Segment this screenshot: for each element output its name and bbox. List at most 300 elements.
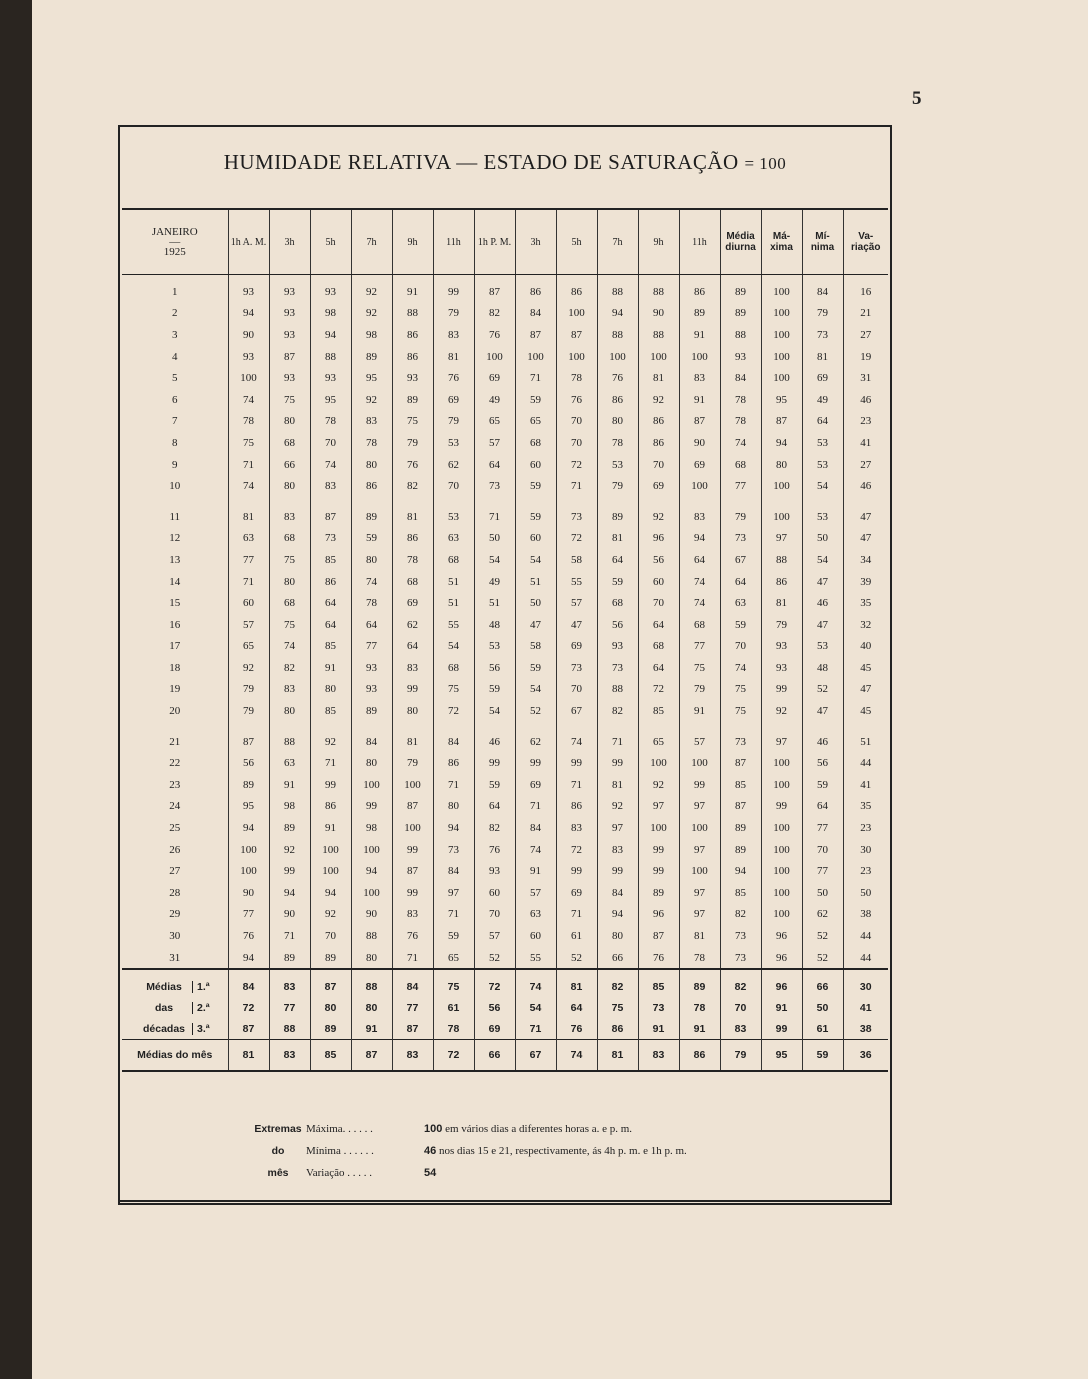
value-cell: 79 (679, 679, 720, 701)
value-cell: 54 (802, 549, 843, 571)
day-cell: 6 (172, 393, 178, 406)
value-cell: 93 (310, 275, 351, 303)
value-cell: 65 (228, 636, 269, 658)
value-cell: 69 (515, 774, 556, 796)
value-cell: 16 (843, 275, 888, 303)
value-cell: 52 (474, 947, 515, 970)
value-cell: 94 (310, 324, 351, 346)
value-cell: 19 (843, 346, 888, 368)
value-cell: 94 (761, 432, 802, 454)
value-cell: 59 (351, 528, 392, 550)
value-cell: 88 (351, 925, 392, 947)
value-cell: 63 (515, 904, 556, 926)
value-cell: 64 (351, 614, 392, 636)
extreme-row (250, 1140, 687, 1162)
bottom-rule (118, 1200, 892, 1202)
value-cell: 94 (679, 528, 720, 550)
value-cell: 73 (556, 506, 597, 528)
value-cell: 74 (310, 454, 351, 476)
value-cell: 50 (843, 882, 888, 904)
value-cell: 57 (515, 882, 556, 904)
value-cell: 70 (802, 839, 843, 861)
average-cell: 87 (228, 1018, 269, 1040)
value-cell: 81 (597, 774, 638, 796)
value-cell: 99 (556, 752, 597, 774)
average-cell: 83 (638, 1040, 679, 1072)
value-cell: 88 (720, 324, 761, 346)
value-cell: 100 (761, 475, 802, 497)
value-cell: 88 (392, 303, 433, 325)
value-cell: 88 (310, 346, 351, 368)
value-cell: 45 (843, 657, 888, 679)
value-cell: 86 (556, 275, 597, 303)
value-cell: 91 (269, 774, 310, 796)
month-dash: — (169, 236, 181, 248)
value-cell: 52 (802, 947, 843, 970)
decade-ordinal: 2.ª (192, 1002, 210, 1014)
value-cell: 51 (433, 592, 474, 614)
value-cell: 83 (679, 367, 720, 389)
value-cell: 47 (843, 506, 888, 528)
decade-ordinal: 3.ª (192, 1023, 210, 1035)
average-cell: 78 (679, 997, 720, 1018)
value-cell: 46 (843, 475, 888, 497)
value-cell: 89 (720, 275, 761, 303)
value-cell: 70 (310, 925, 351, 947)
value-cell: 30 (843, 839, 888, 861)
value-cell: 74 (515, 839, 556, 861)
value-cell: 70 (556, 679, 597, 701)
value-cell: 83 (556, 817, 597, 839)
value-cell: 94 (310, 882, 351, 904)
value-cell: 57 (474, 432, 515, 454)
value-cell: 100 (556, 346, 597, 368)
value-cell: 92 (761, 700, 802, 722)
value-cell: 80 (392, 700, 433, 722)
value-cell: 100 (761, 324, 802, 346)
average-cell: 59 (802, 1040, 843, 1072)
value-cell: 64 (679, 549, 720, 571)
value-cell: 99 (679, 774, 720, 796)
value-cell: 48 (474, 614, 515, 636)
hour-header: 11h (433, 209, 474, 275)
value-cell: 100 (556, 303, 597, 325)
average-cell: 91 (679, 1018, 720, 1040)
table-row (122, 592, 888, 614)
value-cell: 93 (392, 367, 433, 389)
value-cell: 76 (474, 324, 515, 346)
value-cell: 67 (720, 549, 761, 571)
day-cell: 2 (172, 307, 178, 320)
month-average-label: Médias do mês (122, 1040, 228, 1072)
value-cell: 81 (802, 346, 843, 368)
value-cell: 100 (392, 817, 433, 839)
hour-header: 9h (638, 209, 679, 275)
day-cell: 18 (169, 661, 181, 674)
extreme-note: em vários dias a diferentes horas a. e p. m. (445, 1123, 633, 1135)
value-cell: 79 (597, 475, 638, 497)
value-cell: 89 (351, 506, 392, 528)
value-cell: 69 (556, 636, 597, 658)
value-cell: 93 (269, 324, 310, 346)
value-cell: 85 (720, 882, 761, 904)
value-cell: 89 (310, 947, 351, 970)
average-cell: 83 (720, 1018, 761, 1040)
value-cell: 73 (556, 657, 597, 679)
value-cell: 60 (515, 454, 556, 476)
value-cell: 70 (556, 432, 597, 454)
table-row (122, 700, 888, 722)
value-cell: 81 (638, 367, 679, 389)
value-cell: 100 (761, 346, 802, 368)
value-cell: 68 (515, 432, 556, 454)
value-cell: 72 (638, 679, 679, 701)
value-cell: 83 (351, 411, 392, 433)
value-cell: 78 (392, 549, 433, 571)
value-cell: 57 (556, 592, 597, 614)
table-row (122, 389, 888, 411)
value-cell: 100 (761, 860, 802, 882)
value-cell: 89 (597, 506, 638, 528)
value-cell: 73 (433, 839, 474, 861)
extreme-label: do (271, 1145, 285, 1157)
page-number: 5 (912, 88, 922, 109)
value-cell: 56 (802, 752, 843, 774)
value-cell: 97 (679, 796, 720, 818)
value-cell: 98 (310, 303, 351, 325)
value-cell: 77 (802, 860, 843, 882)
value-cell: 99 (597, 860, 638, 882)
value-cell: 89 (228, 774, 269, 796)
value-cell: 54 (515, 549, 556, 571)
value-cell: 68 (269, 432, 310, 454)
average-cell: 69 (474, 1018, 515, 1040)
day-cell: 4 (172, 350, 178, 363)
average-cell: 96 (761, 969, 802, 997)
extreme-value: 54 (424, 1167, 437, 1179)
value-cell: 57 (474, 925, 515, 947)
value-cell: 94 (720, 860, 761, 882)
value-cell: 90 (638, 303, 679, 325)
value-cell: 59 (515, 475, 556, 497)
value-cell: 80 (351, 454, 392, 476)
value-cell: 100 (638, 817, 679, 839)
value-cell: 53 (433, 506, 474, 528)
value-cell: 54 (433, 636, 474, 658)
table-row (122, 614, 888, 636)
value-cell: 52 (802, 925, 843, 947)
value-cell: 69 (474, 367, 515, 389)
value-cell: 77 (679, 636, 720, 658)
average-cell: 71 (515, 1018, 556, 1040)
value-cell: 74 (269, 636, 310, 658)
value-cell: 87 (720, 752, 761, 774)
value-cell: 73 (802, 324, 843, 346)
value-cell: 88 (638, 324, 679, 346)
value-cell: 88 (761, 549, 802, 571)
average-cell: 61 (802, 1018, 843, 1040)
value-cell: 80 (351, 549, 392, 571)
value-cell: 77 (802, 817, 843, 839)
value-cell: 99 (556, 860, 597, 882)
value-cell: 100 (515, 346, 556, 368)
value-cell: 89 (679, 303, 720, 325)
extreme-row (250, 1162, 687, 1184)
day-cell: 28 (169, 886, 181, 899)
table-row (122, 303, 888, 325)
value-cell: 71 (392, 947, 433, 970)
value-cell: 91 (679, 324, 720, 346)
value-cell: 50 (474, 528, 515, 550)
value-cell: 54 (515, 679, 556, 701)
value-cell: 100 (679, 475, 720, 497)
value-cell: 86 (392, 324, 433, 346)
value-cell: 74 (679, 571, 720, 593)
average-cell: 56 (474, 997, 515, 1018)
value-cell: 76 (433, 367, 474, 389)
value-cell: 100 (392, 774, 433, 796)
value-cell: 56 (597, 614, 638, 636)
value-cell: 93 (597, 636, 638, 658)
value-cell: 86 (597, 389, 638, 411)
value-cell: 90 (351, 904, 392, 926)
value-cell: 64 (310, 592, 351, 614)
average-cell: 88 (269, 1018, 310, 1040)
value-cell: 63 (269, 752, 310, 774)
average-cell: 72 (228, 997, 269, 1018)
average-cell: 78 (433, 1018, 474, 1040)
value-cell: 100 (310, 860, 351, 882)
value-cell: 89 (269, 947, 310, 970)
value-cell: 87 (761, 411, 802, 433)
value-cell: 97 (433, 882, 474, 904)
hour-header: 9h (392, 209, 433, 275)
value-cell: 97 (597, 817, 638, 839)
value-cell: 74 (556, 731, 597, 753)
value-cell: 75 (433, 679, 474, 701)
value-cell: 79 (761, 614, 802, 636)
value-cell: 66 (597, 947, 638, 970)
value-cell: 96 (638, 528, 679, 550)
value-cell: 54 (802, 475, 843, 497)
decade-label-cell (122, 969, 228, 997)
value-cell: 92 (351, 303, 392, 325)
value-cell: 58 (556, 549, 597, 571)
value-cell: 93 (228, 346, 269, 368)
value-cell: 92 (597, 796, 638, 818)
value-cell: 90 (228, 882, 269, 904)
value-cell: 79 (228, 700, 269, 722)
value-cell: 70 (310, 432, 351, 454)
value-cell: 53 (802, 506, 843, 528)
value-cell: 27 (843, 454, 888, 476)
value-cell: 81 (228, 506, 269, 528)
value-cell: 86 (761, 571, 802, 593)
value-cell: 70 (474, 904, 515, 926)
hour-header: 7h (351, 209, 392, 275)
value-cell: 78 (228, 411, 269, 433)
value-cell: 31 (843, 367, 888, 389)
day-cell: 7 (172, 415, 178, 428)
value-cell: 87 (269, 346, 310, 368)
value-cell: 73 (474, 475, 515, 497)
value-cell: 75 (392, 411, 433, 433)
extreme-row (250, 1118, 687, 1140)
average-cell: 72 (433, 1040, 474, 1072)
value-cell: 71 (433, 904, 474, 926)
value-cell: 53 (474, 636, 515, 658)
table-row (122, 528, 888, 550)
value-cell: 76 (597, 367, 638, 389)
value-cell: 80 (433, 796, 474, 818)
value-cell: 53 (597, 454, 638, 476)
value-cell: 100 (761, 367, 802, 389)
value-cell: 90 (679, 432, 720, 454)
value-cell: 100 (761, 275, 802, 303)
value-cell: 100 (638, 346, 679, 368)
day-cell: 17 (169, 640, 181, 653)
value-cell: 59 (474, 679, 515, 701)
value-cell: 59 (515, 389, 556, 411)
value-cell: 60 (228, 592, 269, 614)
value-cell: 27 (843, 324, 888, 346)
value-cell: 69 (392, 592, 433, 614)
value-cell: 56 (228, 752, 269, 774)
value-cell: 39 (843, 571, 888, 593)
value-cell: 71 (556, 904, 597, 926)
value-cell: 76 (392, 925, 433, 947)
value-cell: 46 (802, 731, 843, 753)
value-cell: 66 (269, 454, 310, 476)
value-cell: 96 (638, 904, 679, 926)
value-cell: 68 (638, 636, 679, 658)
value-cell: 87 (720, 796, 761, 818)
value-cell: 89 (351, 700, 392, 722)
value-cell: 80 (310, 679, 351, 701)
value-cell: 55 (515, 947, 556, 970)
table-row (122, 679, 888, 701)
variacao-header: Va- riação (843, 209, 888, 275)
value-cell: 51 (515, 571, 556, 593)
value-cell: 78 (597, 432, 638, 454)
hour-header: 1h P. M. (474, 209, 515, 275)
value-cell: 54 (474, 549, 515, 571)
value-cell: 55 (433, 614, 474, 636)
value-cell: 86 (679, 275, 720, 303)
value-cell: 76 (474, 839, 515, 861)
value-cell: 68 (433, 549, 474, 571)
value-cell: 41 (843, 432, 888, 454)
value-cell: 53 (802, 432, 843, 454)
value-cell: 79 (228, 679, 269, 701)
value-cell: 75 (679, 657, 720, 679)
value-cell: 80 (351, 947, 392, 970)
value-cell: 80 (761, 454, 802, 476)
value-cell: 86 (310, 571, 351, 593)
value-cell: 46 (802, 592, 843, 614)
day-cell: 22 (169, 757, 181, 770)
average-cell: 64 (556, 997, 597, 1018)
value-cell: 97 (679, 839, 720, 861)
value-cell: 92 (351, 275, 392, 303)
value-cell: 96 (761, 947, 802, 970)
value-cell: 79 (720, 506, 761, 528)
average-cell: 66 (802, 969, 843, 997)
value-cell: 50 (802, 882, 843, 904)
value-cell: 100 (761, 303, 802, 325)
extreme-name: Variação . . . . . (306, 1167, 372, 1179)
day-cell: 25 (169, 822, 181, 835)
value-cell: 68 (679, 614, 720, 636)
value-cell: 95 (761, 389, 802, 411)
value-cell: 76 (228, 925, 269, 947)
value-cell: 53 (433, 432, 474, 454)
table-row (122, 925, 888, 947)
table-row (122, 506, 888, 528)
value-cell: 92 (228, 657, 269, 679)
value-cell: 93 (269, 303, 310, 325)
value-cell: 65 (515, 411, 556, 433)
day-cell: 29 (169, 908, 181, 921)
average-cell: 99 (761, 1018, 802, 1040)
average-cell: 75 (433, 969, 474, 997)
month-label: JANEIRO (151, 226, 198, 238)
value-cell: 73 (720, 925, 761, 947)
value-cell: 62 (802, 904, 843, 926)
value-cell: 71 (556, 774, 597, 796)
humidity-table (122, 208, 888, 1072)
value-cell: 84 (597, 882, 638, 904)
value-cell: 57 (228, 614, 269, 636)
table-row (122, 774, 888, 796)
value-cell: 44 (843, 947, 888, 970)
value-cell: 47 (515, 614, 556, 636)
value-cell: 82 (474, 303, 515, 325)
value-cell: 56 (474, 657, 515, 679)
value-cell: 86 (310, 796, 351, 818)
hour-header: 7h (597, 209, 638, 275)
value-cell: 75 (269, 614, 310, 636)
average-cell: 89 (310, 1018, 351, 1040)
extremes-block (250, 1118, 687, 1184)
value-cell: 86 (433, 752, 474, 774)
average-cell: 82 (720, 969, 761, 997)
extreme-name: Máxima. . . . . . (306, 1123, 373, 1135)
value-cell: 87 (556, 324, 597, 346)
table-row (122, 346, 888, 368)
value-cell: 68 (433, 657, 474, 679)
average-cell: 83 (269, 1040, 310, 1072)
value-cell: 91 (310, 657, 351, 679)
day-cell: 30 (169, 930, 181, 943)
value-cell: 49 (474, 389, 515, 411)
value-cell: 74 (351, 571, 392, 593)
day-cell: 13 (169, 553, 181, 566)
value-cell: 71 (269, 925, 310, 947)
value-cell: 82 (597, 700, 638, 722)
table-row (122, 549, 888, 571)
table-row (122, 860, 888, 882)
value-cell: 100 (474, 346, 515, 368)
value-cell: 62 (515, 731, 556, 753)
decade-label-cell (122, 1018, 228, 1040)
value-cell: 84 (433, 860, 474, 882)
value-cell: 77 (351, 636, 392, 658)
value-cell: 99 (269, 860, 310, 882)
day-cell: 8 (172, 436, 178, 449)
value-cell: 73 (720, 947, 761, 970)
value-cell: 40 (843, 636, 888, 658)
